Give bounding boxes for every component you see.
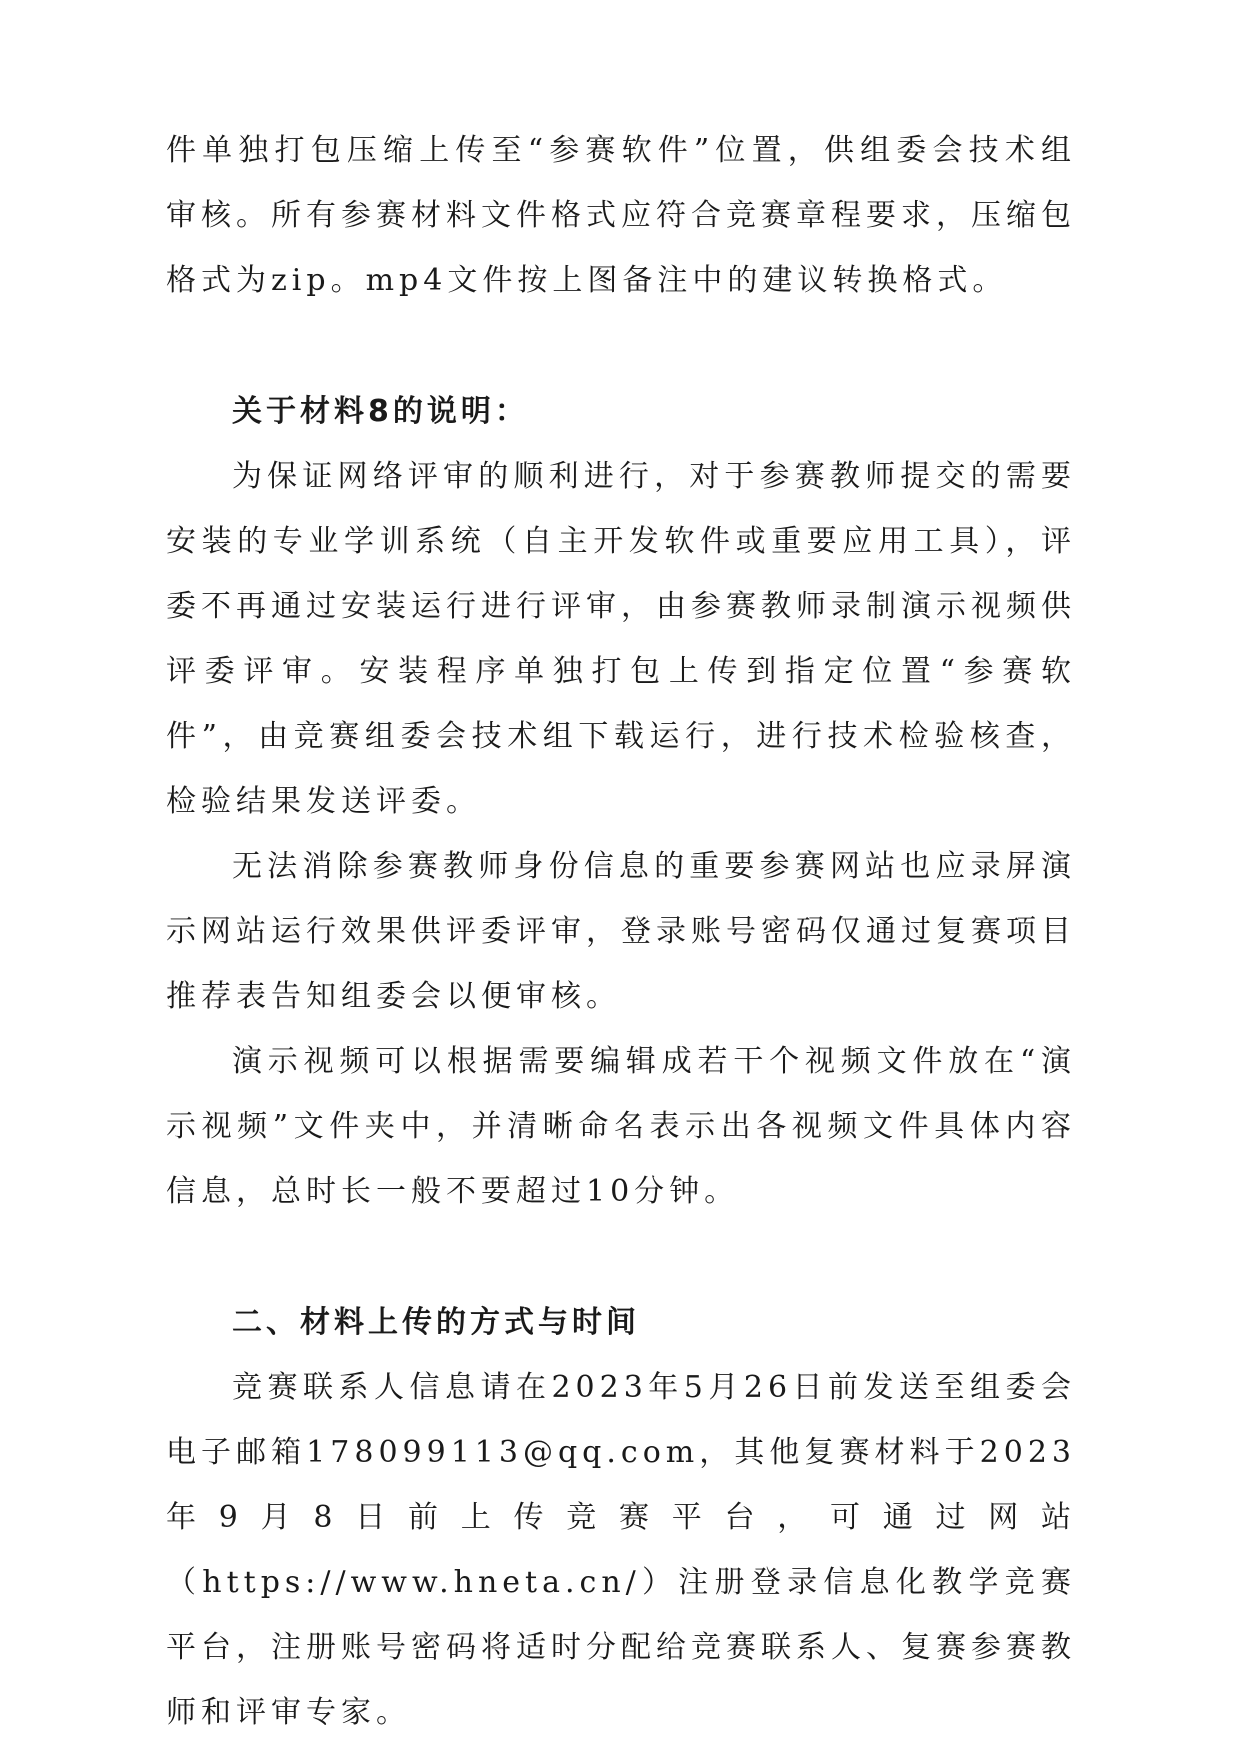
section2-heading: 二、材料上传的方式与时间: [232, 1305, 640, 1340]
document-page: [166, 118, 1076, 1745]
section-spacer: [166, 313, 1076, 379]
section-spacer: [166, 1224, 1076, 1290]
section2-paragraph-upload: 竞赛联系人信息请在2023年5月26日前发送至组委会电子邮箱178099113@qq.com，其他复赛材料于2023年9月8日前上传竞赛平台，可通过网站（https://www.hneta.cn/）注册登录信息化教学竞赛平台，注册账号密码将适时分配给竞赛联系人、复赛参赛教师和评审专家。: [166, 1370, 1076, 1730]
intro-paragraph: 件单独打包压缩上传至“参赛软件”位置，供组委会技术组审核。所有参赛材料文件格式应符合竞赛章程要求，压缩包格式为zip。mp4文件按上图备注中的建议转换格式。: [166, 133, 1076, 298]
material8-paragraph-video: 演示视频可以根据需要编辑成若干个视频文件放在“演示视频”文件夹中，并清晰命名表示出各视频文件具体内容信息，总时长一般不要超过10分钟。: [166, 1044, 1076, 1209]
material8-heading: 关于材料8的说明：: [232, 394, 529, 429]
material8-paragraph-review: 为保证网络评审的顺利进行，对于参赛教师提交的需要安装的专业学训系统（自主开发软件或重要应用工具），评委不再通过安装运行进行评审，由参赛教师录制演示视频供评委评审。安装程序单独打包上传到指定位置“参赛软件”，由竞赛组委会技术组下载运行，进行技术检验核查，检验结果发送评委。: [166, 459, 1076, 819]
material8-paragraph-website: 无法消除参赛教师身份信息的重要参赛网站也应录屏演示网站运行效果供评委评审，登录账号密码仅通过复赛项目推荐表告知组委会以便审核。: [166, 849, 1076, 1014]
